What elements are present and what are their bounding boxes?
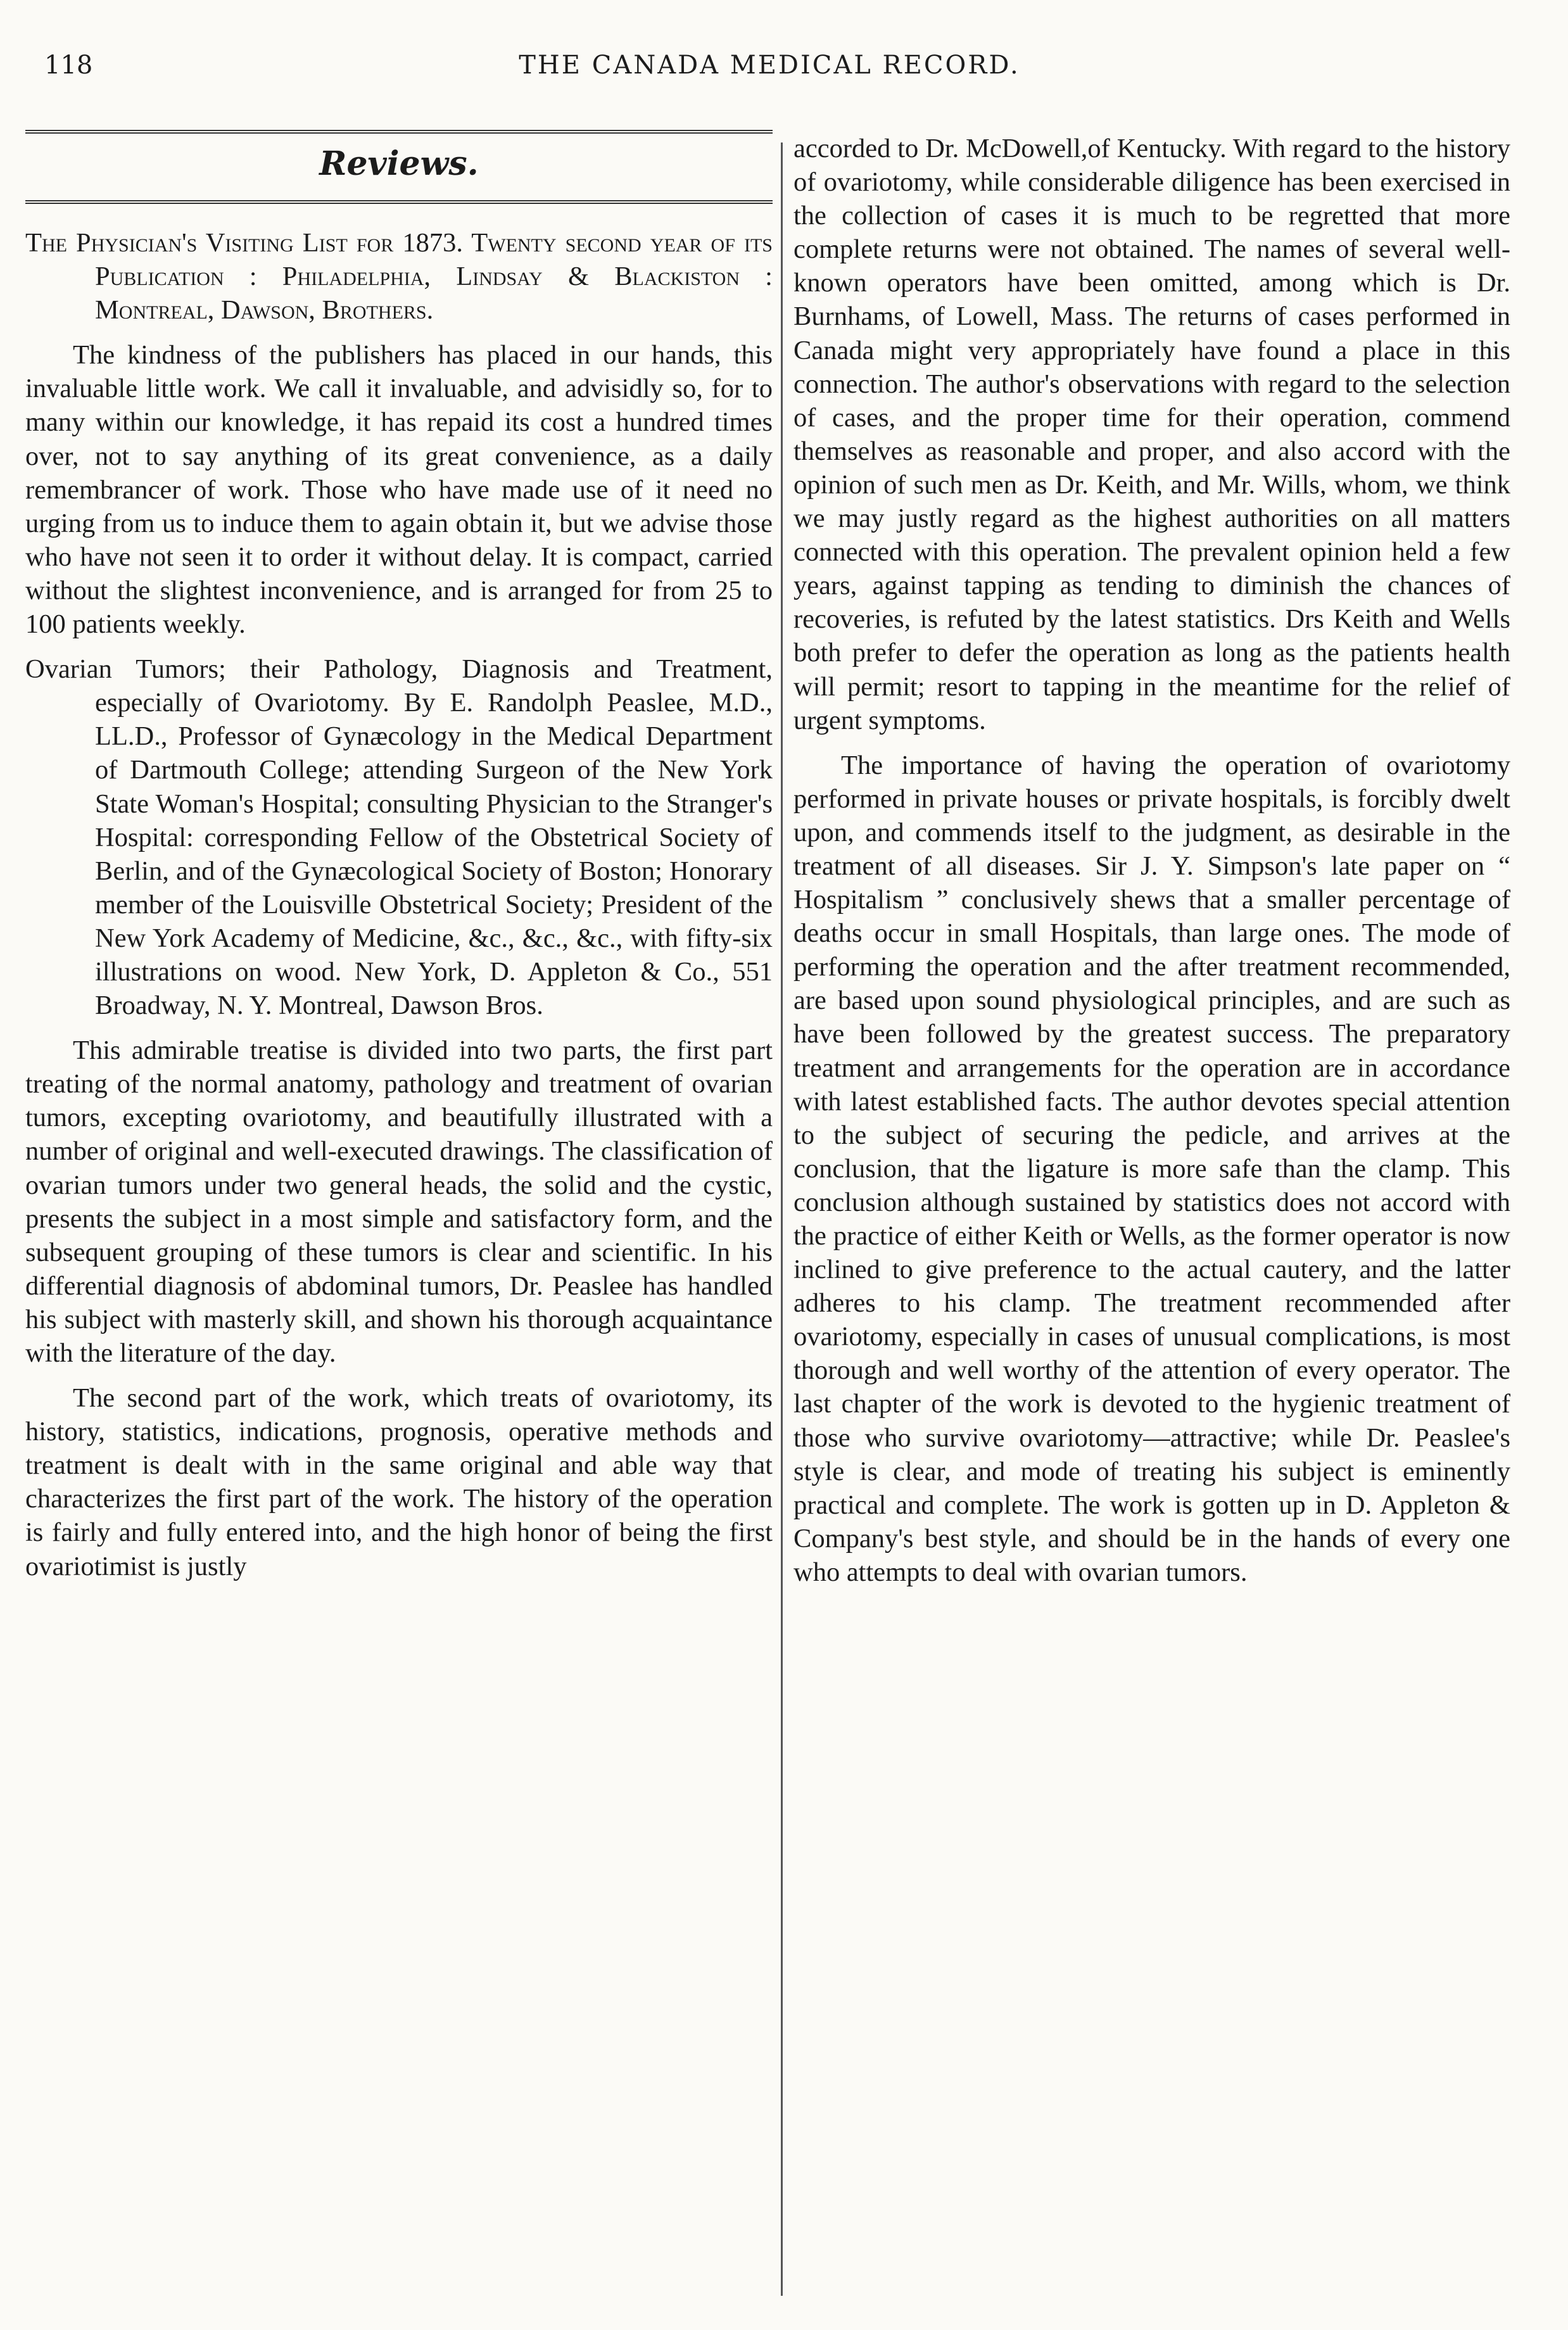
left-column [25, 130, 773, 1583]
review-paragraph: The importance of having the operation of ovariotomy performed in private houses or private hospitals, is forcibly dwelt upon, and commends itself to the judgment, as desirable in the treatment of all diseases. Sir J. Y. Simpson's late paper on “ Hospitalism ” conclusively shews that a smaller percentage of deaths occur in small Hospitals, than large ones. The mode of performing the operation and the after treatment recommended, are based upon sound physiological principles, and are such as have been followed by the greatest success. The preparatory treatment and arrangements for the operation are in accordance with latest established facts. The author devotes special attention to the subject of securing the pedicle, and arrives at the conclusion, that the ligature is more safe than the clamp. This conclusion although sustained by statistics does not accord with the practice of either Keith or Wells, as the former operator is now inclined to give preference to the actual cautery, and the latter adheres to his clamp. The treatment recommended after ovariotomy, especially in cases of unusual complications, is most thorough and well worthy of the attention of every operator. The last chapter of the work is devoted to the hygienic treatment of those who survive ovariotomy—attractive; while Dr. Peaslee's style is clear, and mode of treating his subject is eminently practical and complete. The work is gotten up in D. Appleton & Company's best style, and should be in the hands of every one who attempts to deal with ovarian tumors. [793, 750, 1510, 1587]
review-paragraph: The second part of the work, which treats of ovariotomy, its history, statistics, indications, prognosis, operative methods and treatment is dealt with in the same original and able way that characterizes the first part of the work. The history of the operation is fairly and fully entered into, and the high honor of being the first ovariotimist is justly [25, 1383, 773, 1581]
review-heading-physicians-visiting-list: The Physician's Visiting List for 1873. Twenty second year of its Publication : Philadelphia, Lindsay & Blackiston : Montreal, Dawson, Brothers. [25, 228, 773, 326]
review-body-physicians-visiting-list: The kindness of the publishers has placed in our hands, this invaluable little work. We call it invaluable, and advisidly so, for to many within our knowledge, it has repaid its cost a hundred times over, not to say anything of its great convenience, as a daily remembrancer of work. Those who have made use of it need no urging from us to induce them to again obtain it, but we advise those who have not seen it to order it without delay. It is compact, carried without the slightest inconvenience, and is arranged for from 25 to 100 patients weekly. [25, 340, 773, 640]
section-title: Reviews. [25, 130, 773, 204]
review-paragraph: accorded to Dr. McDowell,of Kentucky. With regard to the history of ovariotomy, while considerable diligence has been exercised in the collection of cases it is much to be regretted that more complete returns were not obtained. The names of several well-known operators have been omitted, among which is Dr. Burnhams, of Lowell, Mass. The returns of cases performed in Canada might very appropriately have found a place in this connection. The author's observations with regard to the selection of cases, and the proper time for their operation, commend themselves as reasonable and proper, and also accord with the opinion of such men as Dr. Keith, and Mr. Wills, whom, we think we may justly regard as the highest authorities on all matters connected with this operation. The prevalent opinion held a few years, against tapping as tending to diminish the chances of recoveries, is refuted by the latest statistics. Drs Keith and Wells both prefer to defer the operation as long as the patients health will permit; resort to tapping in the meantime for the relief of urgent symptoms. [793, 134, 1510, 735]
page-number: 118 [44, 51, 93, 80]
review-heading-ovarian-tumors: Ovarian Tumors; their Pathology, Diagnosis and Treatment, especially of Ovariotomy. By E. Randolph Peaslee, M.D., LL.D., Professor of Gynæcology in the Medical Department of Dartmouth College; attending Surgeon of the New York State Woman's Hospital; consulting Physician to the Stranger's Hospital: corresponding Fellow of the Obstetrical Society of Berlin, and of the Gynæcological Society of Boston; Honorary member of the Louisville Obstetrical Society; President of the New York Academy of Medicine, &c., &c., &c., with fifty-six illustrations on wood. New York, D. Appleton & Co., 551 Broadway, N. Y. Montreal, Dawson Bros. [25, 654, 773, 1021]
running-head: THE CANADA MEDICAL RECORD. [519, 51, 1020, 80]
review-paragraph: This admirable treatise is divided into two parts, the first part treating of the normal anatomy, pathology and treatment of ovarian tumors, excepting ovariotomy, and beautifully illustrated with a number of original and well-executed drawings. The classification of ovarian tumors under two general heads, the solid and the cystic, presents the subject in a most simple and satisfactory form, and the subsequent grouping of these tumors is clear and scientific. In his differential diagnosis of abdominal tumors, Dr. Peaslee has handled his subject with masterly skill, and shown his thorough acquaintance with the literature of the day. [25, 1035, 773, 1368]
column-divider [781, 142, 783, 2296]
right-column [793, 132, 1510, 1589]
page-header [44, 44, 1495, 89]
